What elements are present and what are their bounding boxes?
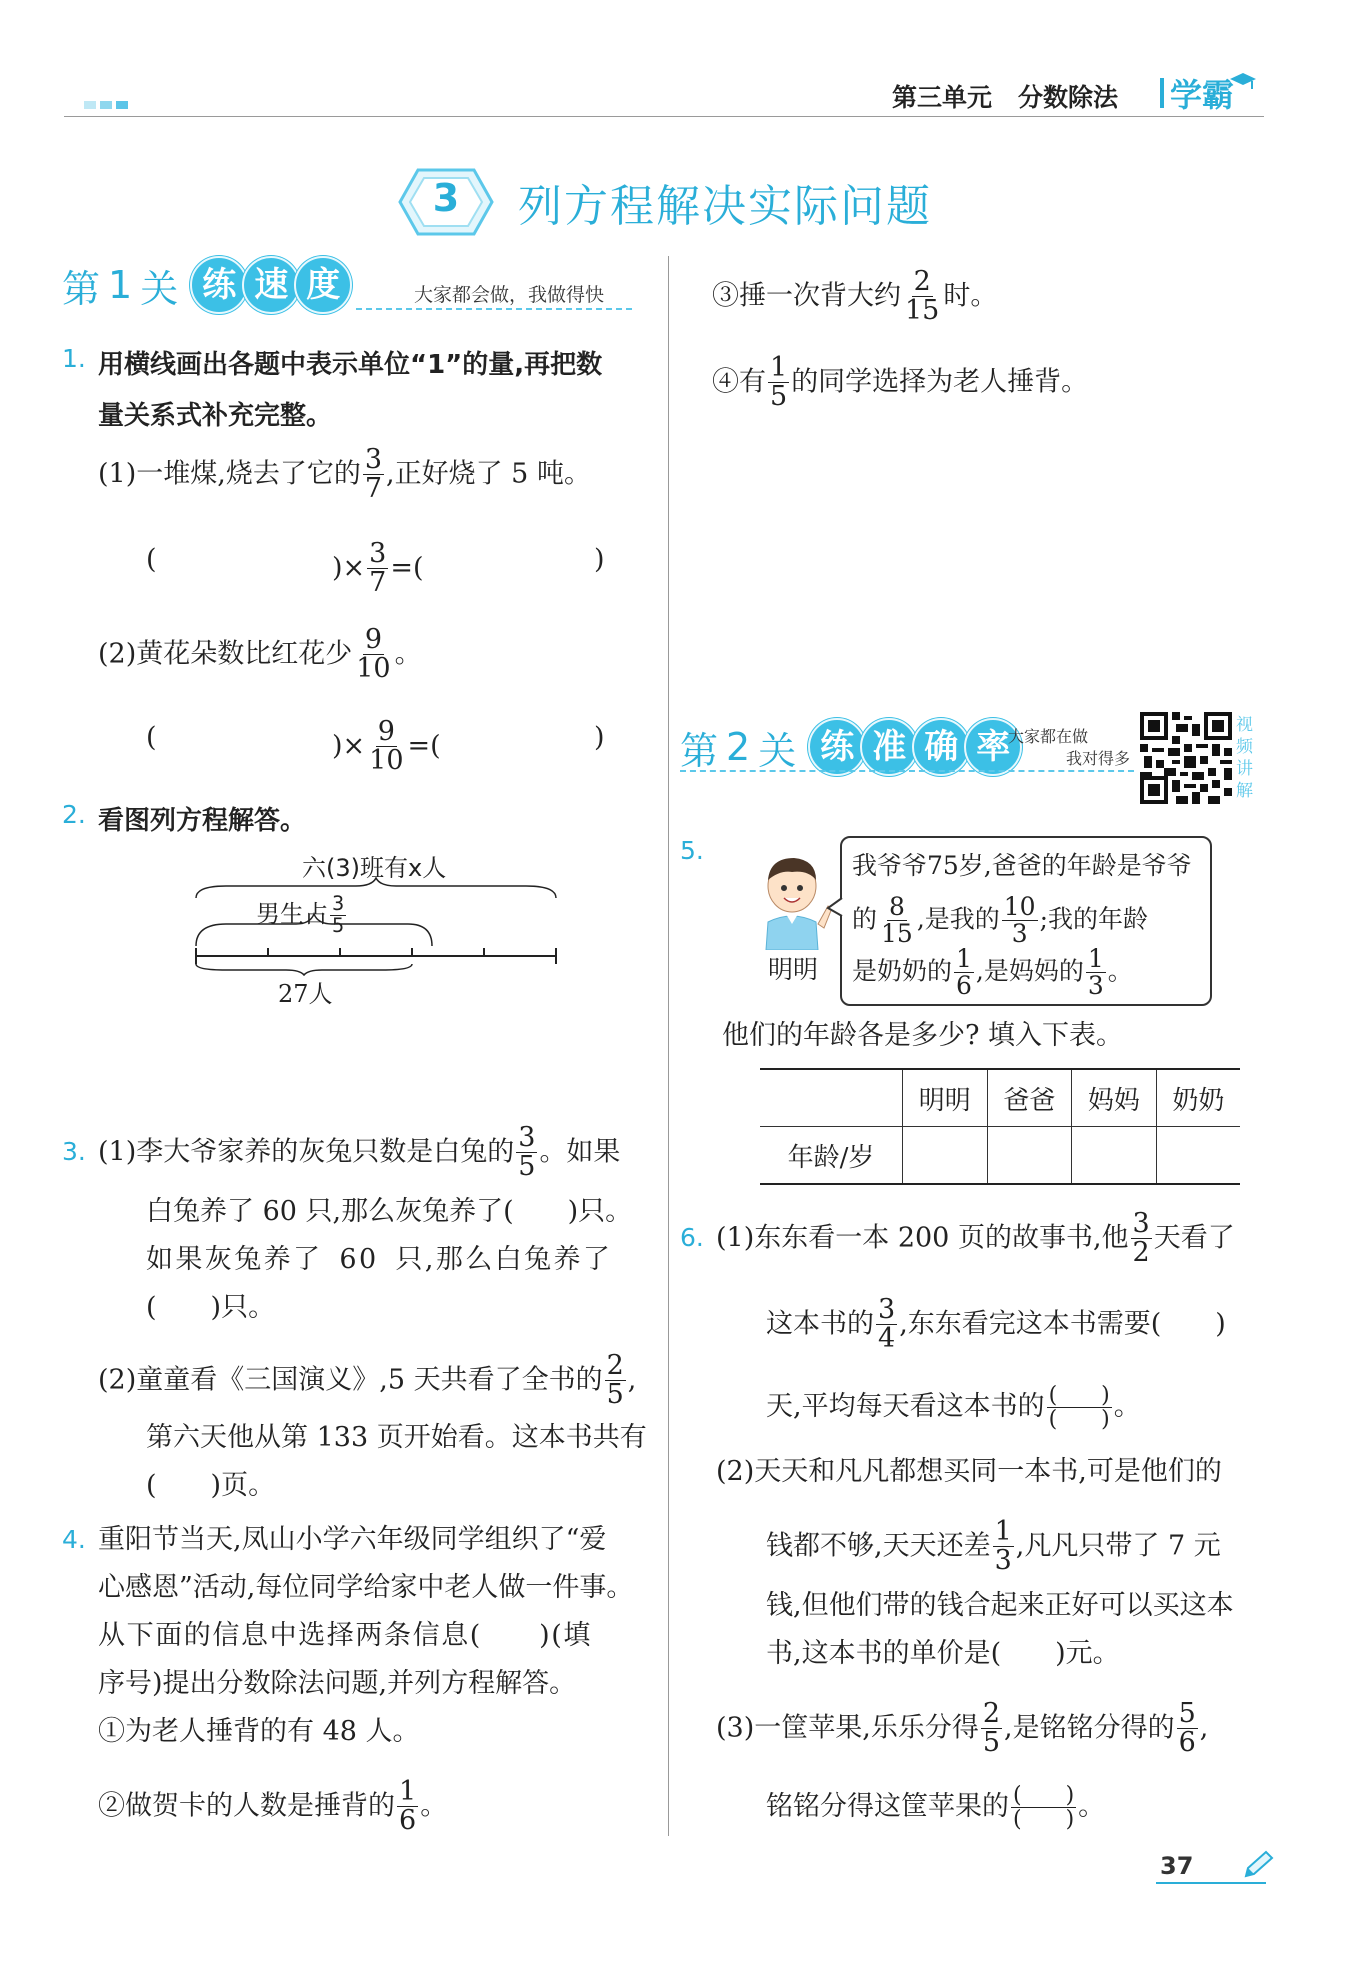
- boy-avatar-icon: [752, 850, 836, 950]
- pencil-icon: [1240, 1848, 1276, 1882]
- lesson-title: 列方程解决实际问题: [518, 181, 932, 232]
- footer-rule: [1156, 1882, 1266, 1884]
- graduation-cap-icon: [1228, 70, 1258, 96]
- level2-dotted-rule: [680, 770, 1134, 772]
- q6-part1-line3: 天,平均每天看这本书的 $\frac{( )}{( )}$ 。: [766, 1383, 1141, 1433]
- header-rule: [64, 116, 1264, 117]
- q2-diagram-top-label: 六(3)班有x人: [302, 854, 447, 882]
- q5-bubble-line2: 的 $\frac{8}{15}$ ,是我的 $\frac{10}{3}$ ;我的年龄: [852, 892, 1149, 949]
- q3-part1-line1: 3. (1)李大爷家养的灰兔只数是白兔的 $\frac{3}{5}$ 。如果: [62, 1122, 621, 1183]
- answer-cell-mingming[interactable]: [903, 1127, 988, 1185]
- q6-part2-line1: (2)天天和凡凡都想买同一本书,可是他们的: [716, 1456, 1222, 1487]
- q1-part1: (1)一堆煤,烧去了它的 $\frac{3}{7}$ ,正好烧了 5 吨。: [98, 444, 591, 505]
- table-header-mingming: 明明: [903, 1069, 988, 1127]
- q5-age-table: [760, 1068, 1240, 1185]
- header-unit: 第三单元 分数除法: [892, 83, 1119, 112]
- q3-part2-line3: ( )页。: [146, 1470, 276, 1501]
- table-header-grandma: 奶奶: [1156, 1069, 1240, 1127]
- q2-text: 看图列方程解答。: [98, 806, 307, 836]
- q3-part2-line2: 第六天他从第 133 页开始看。这本书共有: [146, 1422, 647, 1453]
- q3-part1-line3: 如果灰兔养了 60 只,那么白兔养了: [146, 1244, 613, 1275]
- level1-banner: 第 1 关 练 速 度: [62, 256, 346, 314]
- level1-dotted-rule: [356, 308, 632, 310]
- table-header-dad: 爸爸: [987, 1069, 1072, 1127]
- q1-part2: (2)黄花朵数比红花少 $\frac{9}{10}$ 。: [98, 624, 422, 685]
- q5-bubble-line3: 是奶奶的 $\frac{1}{6}$ ,是妈妈的 $\frac{1}{3}$ 。: [852, 944, 1133, 1001]
- q3-part1-line2: 白兔养了 60 只,那么灰兔养了( )只。: [146, 1196, 633, 1227]
- column-divider: [668, 256, 669, 1836]
- q6-part1-line2: 这本书的 $\frac{3}{4}$ ,东东看完这本书需要( ): [766, 1294, 1226, 1355]
- q5-number: 5.: [680, 836, 704, 865]
- q6-part3-line1: (3)一筐苹果,乐乐分得 $\frac{2}{5}$ ,是铭铭分得的 $\frac{5}{6}$ ,: [716, 1698, 1209, 1759]
- header-divider: [1160, 78, 1164, 108]
- q6-part1-line1: 6. (1)东东看一本 200 页的故事书,他 $\frac{3}{2}$ 天看了: [680, 1208, 1235, 1269]
- q5-bubble-tail: [826, 896, 844, 920]
- q3-part2-line1: (2)童童看《三国演义》,5 天共看了全书的 $\frac{2}{5}$ ,: [98, 1350, 637, 1411]
- q2-block: [62, 800, 306, 837]
- q3-part1-line4: ( )只。: [146, 1292, 276, 1323]
- table-row-label: 年龄/岁: [760, 1127, 903, 1185]
- q2-segment-diagram: [186, 876, 566, 976]
- video-explain-label: 视 频 讲 解: [1236, 715, 1253, 801]
- q6-part2-line2: 钱都不够,天天还差 $\frac{1}{3}$ ,凡凡只带了 7 元: [766, 1516, 1221, 1577]
- q4-info1: ①为老人捶背的有 48 人。: [98, 1716, 420, 1747]
- q1-block: [62, 344, 662, 432]
- lesson-number: 3: [432, 176, 460, 220]
- header-decoration: [84, 94, 128, 113]
- level2-banner: 第 2 关 练 准 确 率: [680, 718, 1016, 776]
- level2-slogan: 大家都在做 我对得多: [1008, 727, 1131, 768]
- q4-info2: ②做贺卡的人数是捶背的 $\frac{1}{6}$ 。: [98, 1776, 448, 1837]
- q5-bubble-line1: 我爷爷75岁,爸爸的年龄是爷爷: [852, 851, 1192, 880]
- answer-cell-grandma[interactable]: [1156, 1127, 1240, 1185]
- page-number: 37: [1160, 1852, 1194, 1880]
- table-corner: [760, 1069, 903, 1127]
- q4-line3: 从下面的信息中选择两条信息( )(填: [98, 1620, 593, 1651]
- q5-speaker-name: 明明: [768, 955, 819, 984]
- q1-equation1: ( )× $\frac{3}{7}$ =( ): [146, 538, 605, 599]
- q1-line1: 用横线画出各题中表示单位“1”的量,再把数: [98, 350, 603, 380]
- answer-cell-dad[interactable]: [987, 1127, 1072, 1185]
- q6-part2-line4: 书,这本书的单价是( )元。: [766, 1638, 1120, 1669]
- q4-line2: 心感恩”活动,每位同学给家中老人做一件事。: [98, 1572, 634, 1603]
- brand-logo: 学霸: [1170, 70, 1258, 116]
- q6-part3-line2: 铭铭分得这筐苹果的 $\frac{( )}{( )}$ 。: [766, 1783, 1106, 1833]
- q4-line1: 4. 重阳节当天,凤山小学六年级同学组织了“爱: [62, 1524, 607, 1555]
- q2-bottom-label: 27人: [278, 980, 333, 1008]
- q2-number: 2.: [62, 800, 86, 829]
- level1-slogan: 大家都会做，我做得快: [414, 284, 605, 306]
- q1-line2: 量关系式补充完整。: [98, 401, 333, 431]
- q1-number: 1.: [62, 344, 86, 373]
- table-header-mom: 妈妈: [1072, 1069, 1157, 1127]
- q4-info4: ④有 $\frac{1}{5}$ 的同学选择为老人捶背。: [712, 352, 1089, 413]
- q1-equation2: ( )× $\frac{9}{10}$ =( ): [146, 716, 605, 777]
- q5-question: 他们的年龄各是多少? 填入下表。: [722, 1020, 1124, 1051]
- q4-info3: ③捶一次背大约 $\frac{2}{15}$ 时。: [712, 266, 998, 327]
- q6-part2-line3: 钱,但他们带的钱合起来正好可以买这本: [766, 1590, 1234, 1621]
- answer-cell-mom[interactable]: [1072, 1127, 1157, 1185]
- q2-boys-label: 男生占 $\frac{3}{5}$: [256, 892, 345, 937]
- q4-line4: 序号)提出分数除法问题,并列方程解答。: [98, 1668, 577, 1699]
- qr-code-icon[interactable]: [1140, 712, 1232, 804]
